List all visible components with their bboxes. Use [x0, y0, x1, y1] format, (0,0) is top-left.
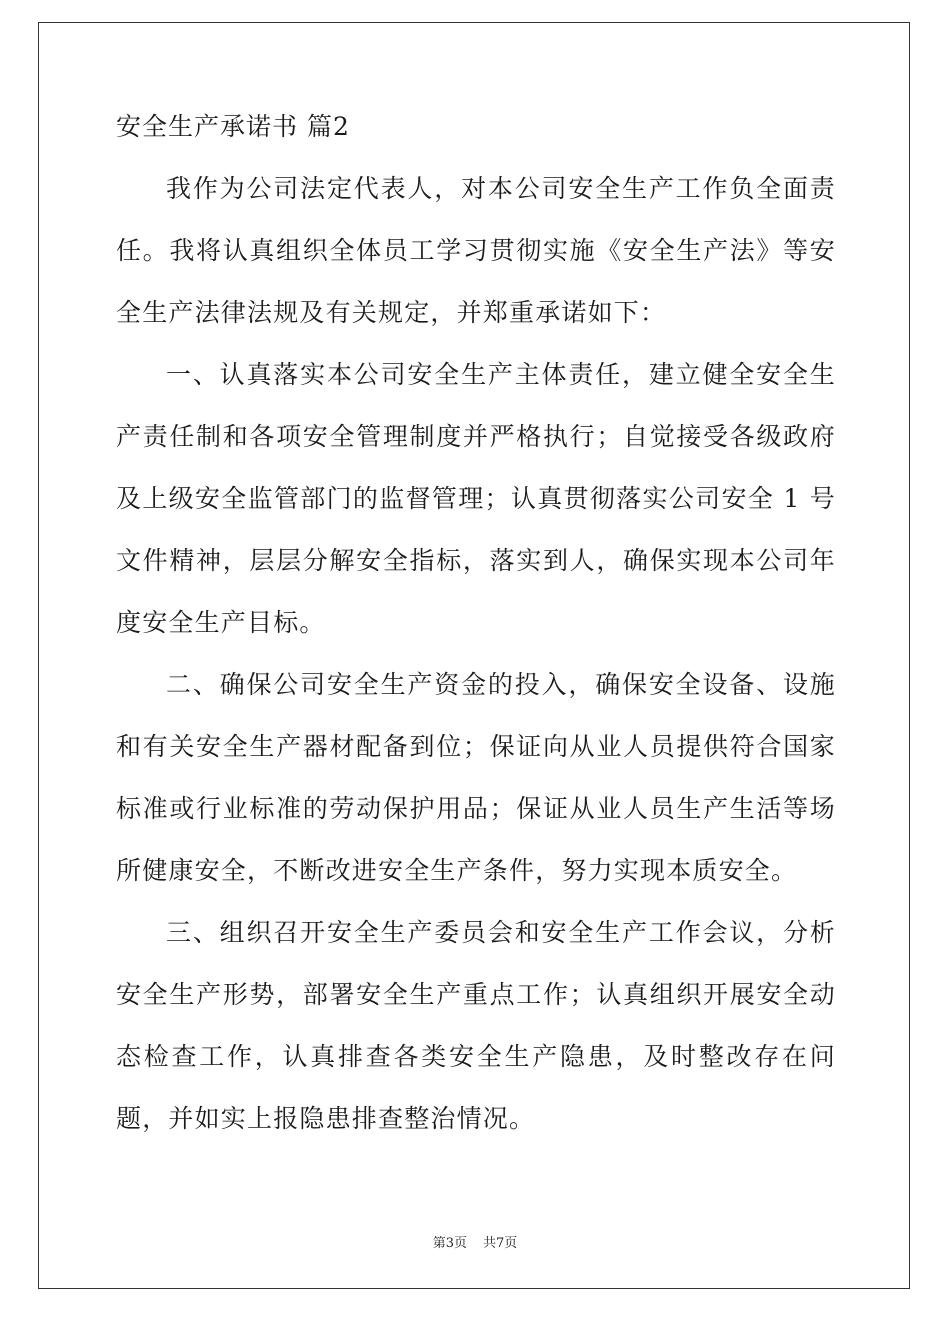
paragraph-item-1: 一、认真落实本公司安全生产主体责任，建立健全安全生产责任制和各项安全管理制度并严格执行；自觉接受各级政府及上级安全监管部门的监督管理；认真贯彻落实公司安全 1 号文件精神，层层分解安全指标，落实到人，确保实现本公司年度安全生产目标。: [116, 360, 836, 637]
document-title: 安全生产承诺书 篇2: [116, 112, 350, 141]
document-body: [116, 96, 836, 1150]
paragraph-intro: 我作为公司法定代表人，对本公司安全生产工作负全面责任。我将认真组织全体员工学习贯彻实施《安全生产法》等安全生产法律法规及有关规定，并郑重承诺如下：: [116, 174, 836, 327]
paragraph-item-2: 二、确保公司安全生产资金的投入，确保安全设备、设施和有关安全生产器材配备到位；保证向从业人员提供符合国家标准或行业标准的劳动保护用品；保证从业人员生产生活等场所健康安全，不断改进安全生产条件，努力实现本质安全。: [116, 670, 836, 885]
page-total: 共7页: [483, 1236, 518, 1251]
page-number: 第3页: [432, 1236, 467, 1251]
page-footer: [0, 1232, 950, 1251]
paragraph-item-3: 三、组织召开安全生产委员会和安全生产工作会议，分析安全生产形势，部署安全生产重点工作；认真组织开展安全动态检查工作，认真排查各类安全生产隐患，及时整改存在问题，并如实上报隐患排查整治情况。: [116, 918, 836, 1133]
